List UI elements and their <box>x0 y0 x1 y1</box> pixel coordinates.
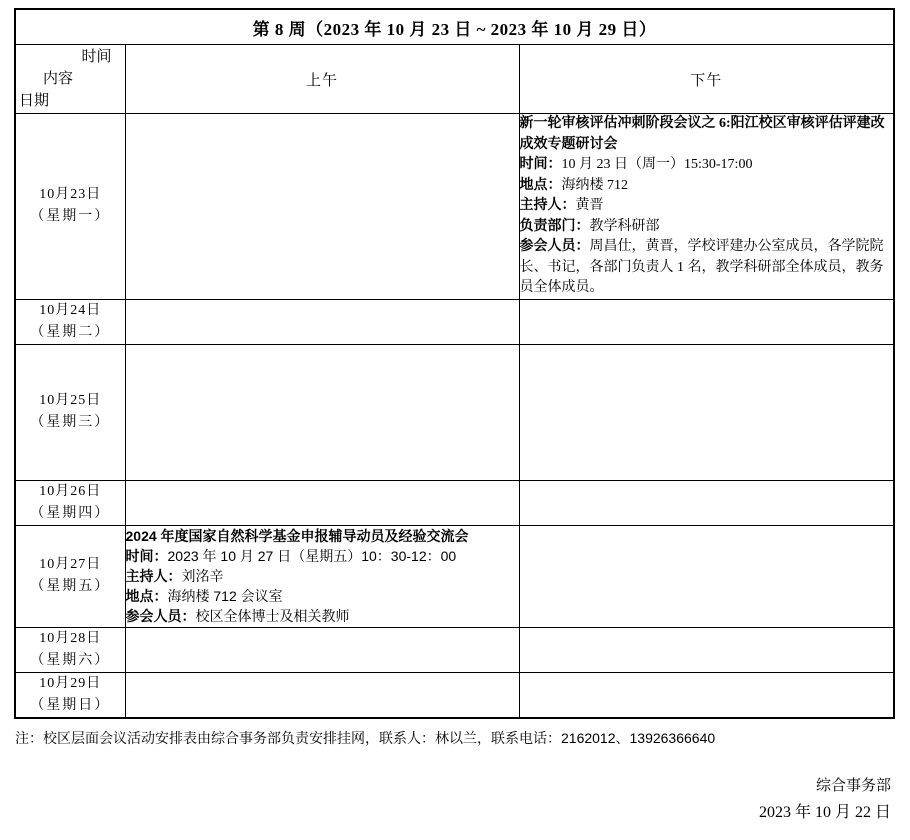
date-cell-tue <box>15 299 125 344</box>
weekday-label: （星期五） <box>30 579 111 594</box>
date-label: 10月27日 <box>39 557 102 572</box>
table-row <box>15 344 894 480</box>
event-field: 时间：10 月 23 日（周一）15:30-17:00 <box>519 157 753 172</box>
date-cell-sun <box>15 672 125 718</box>
event-field: 参会人员：周昌仕，黄晋，学校评建办公室成员，各学院院长、书记，各部门负责人 1 名，教学科研部全体成员，教务员全体成员。 <box>519 239 884 295</box>
morning-cell-tue <box>125 299 519 344</box>
afternoon-cell-wed <box>519 344 894 480</box>
date-cell-thu <box>15 480 125 525</box>
table-row <box>15 525 894 627</box>
weekday-label: （星期四） <box>30 505 111 521</box>
corner-label-date: 日期 <box>19 93 50 109</box>
signature-department: 综合事务部 <box>815 776 891 794</box>
afternoon-cell-fri <box>519 525 894 627</box>
morning-cell-wed <box>125 344 519 480</box>
weekly-schedule-table <box>14 8 895 719</box>
date-label: 10月25日 <box>39 393 102 408</box>
corner-label-content: 内容 <box>43 71 74 87</box>
footnote: 注：校区层面会议活动安排表由综合事务部负责安排挂网，联系人：林以兰，联系电话：2162012、13926366640 <box>15 729 716 746</box>
corner-label-time: 时间 <box>81 49 112 65</box>
date-cell-fri <box>15 525 125 627</box>
schedule-document <box>14 8 893 828</box>
table-row <box>15 627 894 672</box>
date-cell-sat <box>15 627 125 672</box>
weekday-label: （星期二） <box>30 324 111 340</box>
event-field: 地点：海纳楼 712 <box>519 177 628 193</box>
morning-cell-sat <box>125 627 519 672</box>
date-cell-mon <box>15 114 125 300</box>
weekday-label: （星期日） <box>30 697 111 713</box>
weekday-label: （星期三） <box>30 415 111 430</box>
date-label: 10月26日 <box>39 483 102 499</box>
column-header-afternoon: 下午 <box>519 45 894 114</box>
date-label: 10月24日 <box>39 302 102 318</box>
morning-cell-sun <box>125 672 519 718</box>
date-label: 10月29日 <box>39 675 102 691</box>
afternoon-cell-sun <box>519 672 894 718</box>
table-row <box>15 299 894 344</box>
event-field: 地点：海纳楼 712 会议室 <box>125 588 283 604</box>
date-cell-wed <box>15 344 125 480</box>
event-field: 负责部门：教学科研部 <box>519 218 660 234</box>
signature-block <box>14 774 893 828</box>
column-header-morning: 上午 <box>125 45 519 114</box>
morning-cell-fri <box>125 525 519 627</box>
event-title: 2024 年度国家自然科学基金申报辅导动员及经验交流会 <box>125 528 469 544</box>
table-row <box>15 114 894 300</box>
afternoon-cell-tue <box>519 299 894 344</box>
table-title: 第 8 周（2023 年 10 月 23 日 ~ 2023 年 10 月 29 日） <box>15 9 894 45</box>
date-label: 10月23日 <box>39 187 102 203</box>
event-field: 参会人员：校区全体博士及相关教师 <box>125 608 350 624</box>
event-field: 时间：2023 年 10 月 27 日（星期五）10：30-12：00 <box>125 548 457 564</box>
morning-cell-mon <box>125 114 519 300</box>
morning-cell-thu <box>125 480 519 525</box>
event-title: 新一轮审核评估冲刺阶段会议之 6:阳江校区审核评估评建改成效专题研讨会 <box>519 116 885 152</box>
afternoon-cell-thu <box>519 480 894 525</box>
afternoon-cell-sat <box>519 627 894 672</box>
signature-date: 2023 年 10 月 22 日 <box>758 803 891 821</box>
weekday-label: （星期一） <box>30 209 111 225</box>
afternoon-cell-mon <box>519 114 894 300</box>
table-row <box>15 672 894 718</box>
date-label: 10月28日 <box>39 630 102 646</box>
weekday-label: （星期六） <box>30 652 111 668</box>
event-field: 主持人：黄晋 <box>519 198 604 213</box>
table-row <box>15 480 894 525</box>
corner-header-cell <box>15 45 125 114</box>
event-field: 主持人：刘洺辛 <box>125 568 224 584</box>
